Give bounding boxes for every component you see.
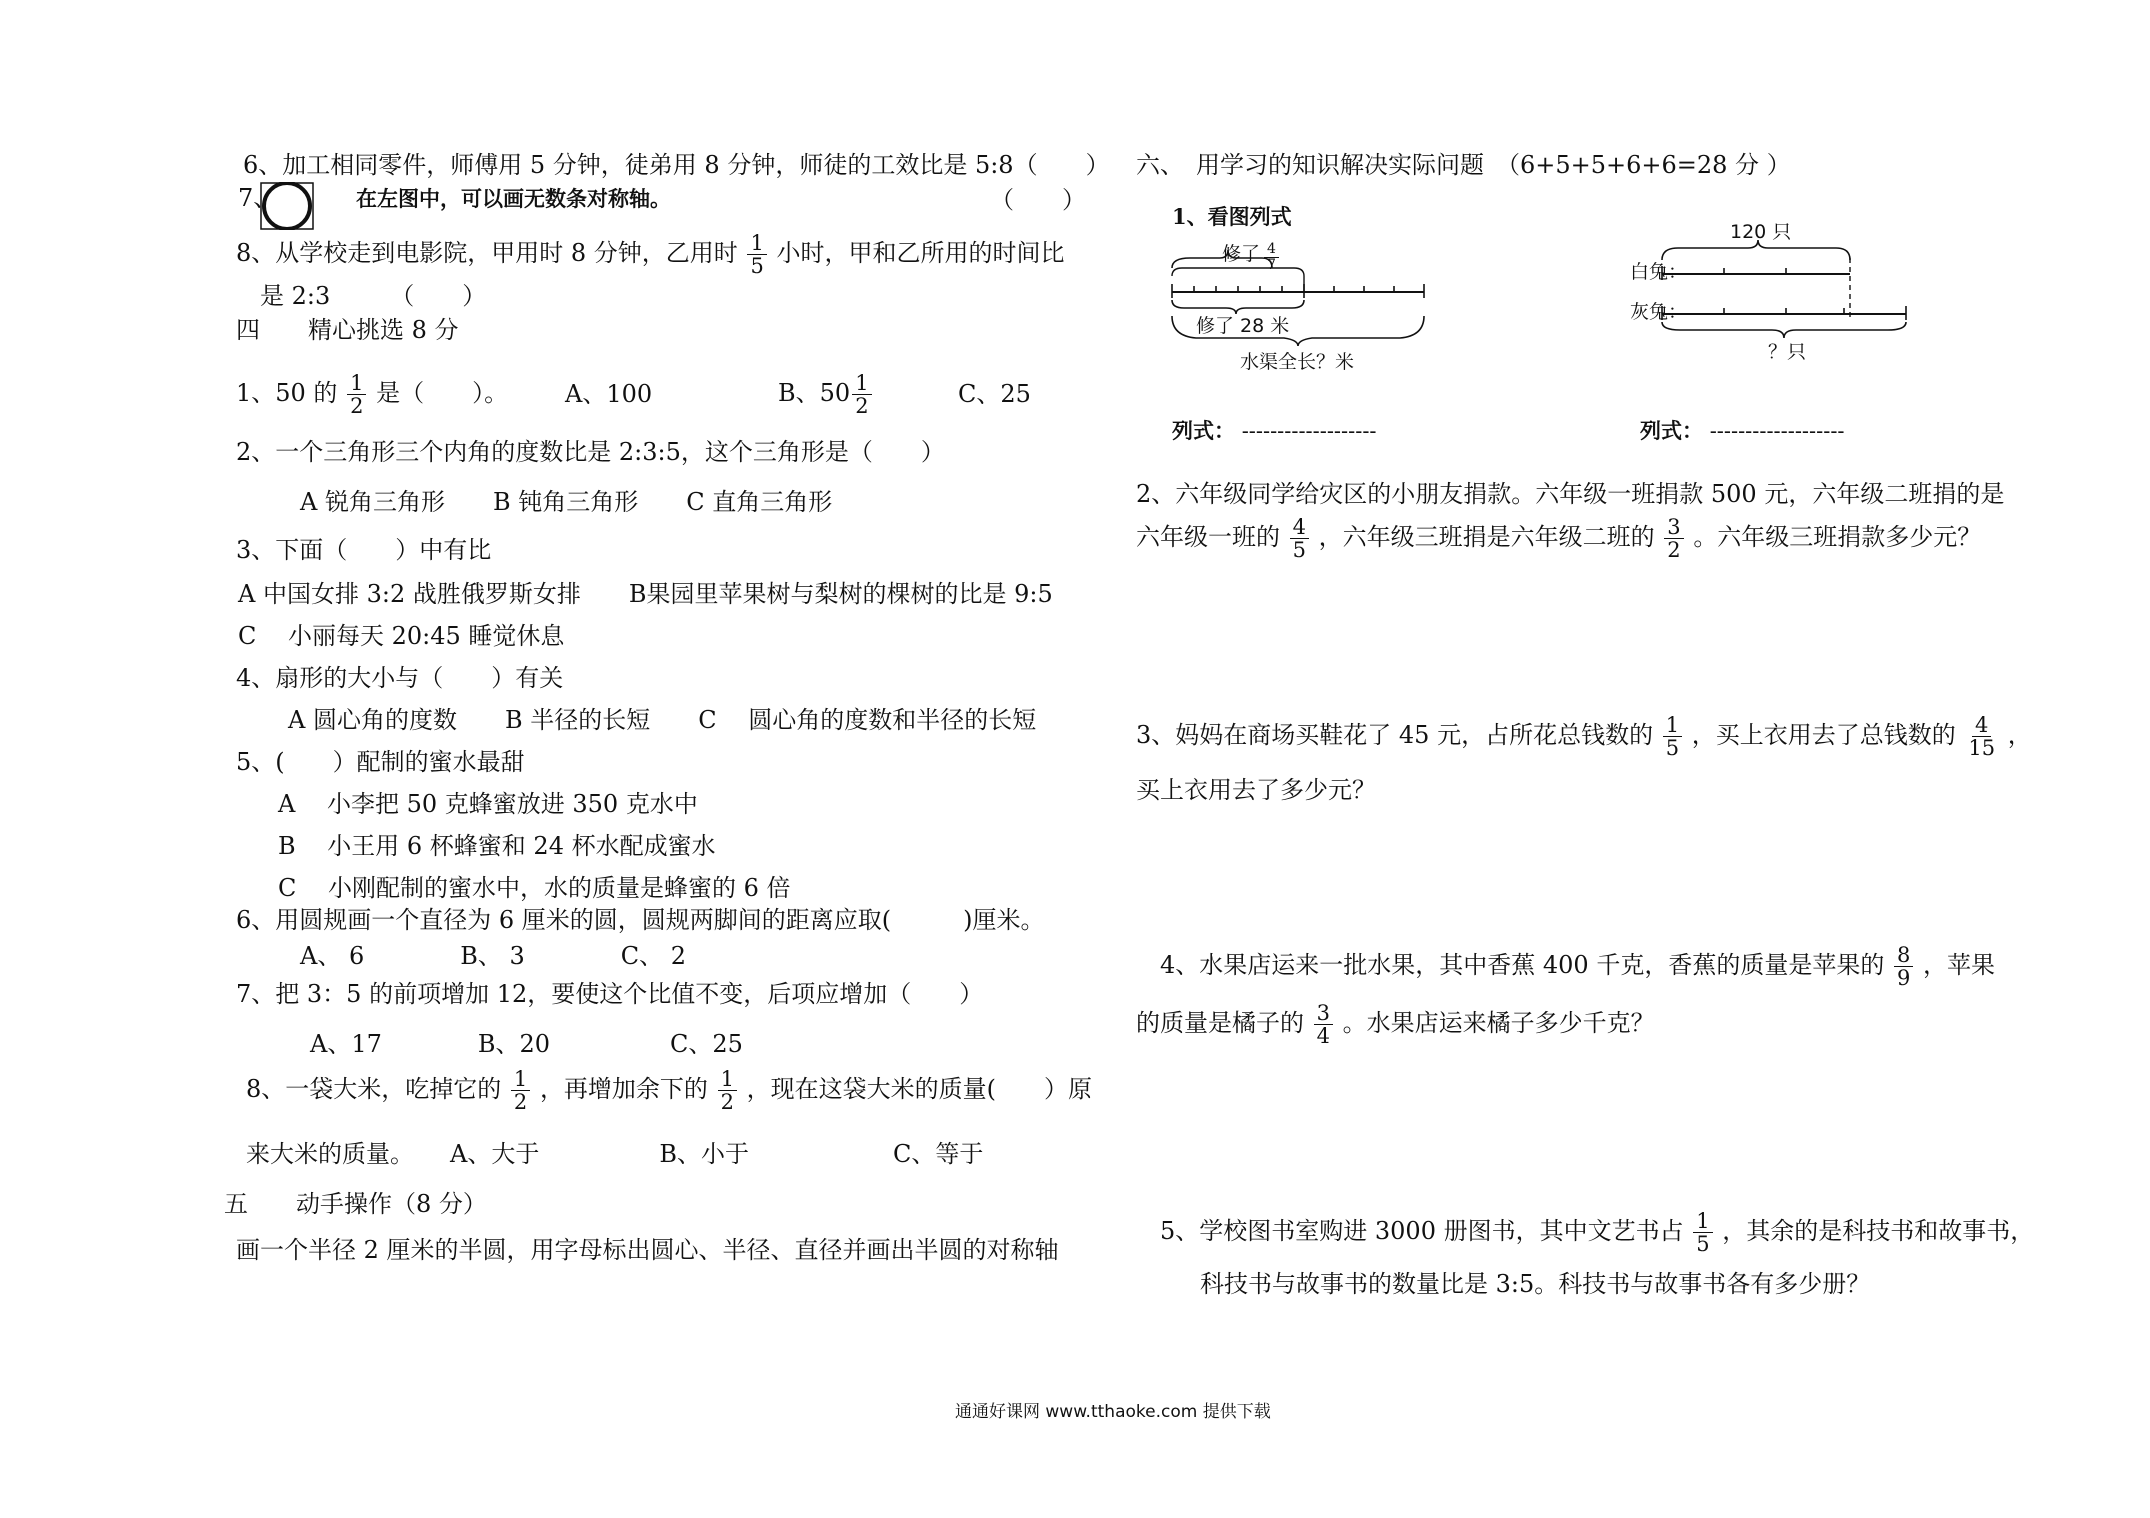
fraction-one-fifth [1693, 1210, 1712, 1255]
circle-figure [260, 182, 314, 230]
p2-text-b: 六年级一班的 [1136, 523, 1280, 552]
frac-den: 9 [1896, 966, 1911, 991]
section-5-title: 五 动手操作（8 分） [224, 1190, 487, 1218]
canal-top-label: 修了 [1222, 243, 1261, 265]
frac-den: 4 [1316, 1024, 1331, 1049]
p5-text-a: 5、学校图书室购进 3000 册图书，其中文艺书占 [1160, 1217, 1684, 1246]
c8-text-c: ，现在这袋大米的质量( ）原 [746, 1075, 1092, 1104]
white-rabbit-label: 白兔： [1630, 261, 1688, 283]
choice-6: 6、用圆规画一个直径为 6 厘米的圆，圆规两脚间的距离应取( )厘米。 [236, 906, 1045, 934]
choice-3: 3、下面（ ）中有比 [236, 536, 492, 564]
q7-number: 7、 [238, 184, 278, 212]
choice-4-options: A 圆心角的度数 B 半径的长短 C 圆心角的度数和半径的长短 [288, 706, 1037, 734]
equation-1 [1172, 420, 1377, 442]
q6-text: 6、加工相同零件，师傅用 5 分钟，徒弟用 8 分钟，师徒的工效比是 5:8（ ） [243, 151, 1110, 179]
q8-line1 [236, 232, 1064, 277]
canal-28m-label: 修了 28 米 [1196, 315, 1290, 337]
choice-4: 4、扇形的大小与（ ）有关 [236, 664, 564, 692]
q8-line2: 是 2:3 （ ） [260, 282, 487, 310]
frac-num: 1 [747, 232, 766, 255]
problem-5-line2: 科技书与故事书的数量比是 3:5。科技书与故事书各有多少册？ [1200, 1270, 1871, 1298]
fraction-three-halves [1664, 516, 1683, 561]
choice-3-options-ab: A 中国女排 3:2 战胜俄罗斯女排 B果园里苹果树与梨树的棵树的比是 9:5 [238, 580, 1053, 608]
fraction-four-fifteenths [1965, 714, 1998, 759]
frac-num: 4 [1972, 714, 1991, 737]
equation-1-label: 列式： [1172, 418, 1235, 443]
choice-5-option-b: B 小王用 6 杯蜂蜜和 24 杯水配成蜜水 [278, 832, 716, 860]
frac-num: 3 [1314, 1002, 1333, 1025]
grey-rabbit-brace [1662, 322, 1906, 338]
c1-option-a: A、100 [565, 380, 653, 408]
frac-num: 1 [347, 372, 366, 395]
problem-2-line1: 2、六年级同学给灾区的小朋友捐款。六年级一班捐款 500 元，六年级二班捐的是 [1136, 480, 2005, 508]
p4-text-c: 的质量是橘子的 [1136, 1009, 1304, 1038]
frac-den: 5 [1665, 736, 1680, 761]
problem-4-line2 [1136, 1002, 1655, 1047]
section-5-question: 画一个半径 2 厘米的半圆，用字母标出圆心、半径、直径并画出半圆的对称轴 [236, 1236, 1059, 1264]
p4-text-a: 4、水果店运来一批水果，其中香蕉 400 千克，香蕉的质量是苹果的 [1160, 951, 1885, 980]
p5-text-b: ，其余的是科技书和故事书， [1722, 1217, 2035, 1246]
frac-den: 2 [720, 1090, 734, 1115]
frac-den: 5 [750, 254, 764, 279]
fraction-one-half [511, 1068, 530, 1113]
frac-den: 5 [1292, 538, 1307, 563]
p4-text-d: 。水果店运来橘子多少千克？ [1342, 1009, 1655, 1038]
q8-text-b: 小时，甲和乙所用的时间比 [776, 239, 1065, 268]
c8-text-b: ，再增加余下的 [539, 1075, 708, 1104]
frac-den: 5 [1696, 1232, 1710, 1257]
c1-text-a: 1、50 的 [236, 379, 338, 408]
fraction-three-quarters [1314, 1002, 1333, 1047]
c1-option-b [778, 372, 874, 417]
frac-num: 3 [1664, 516, 1683, 539]
rabbit-top-brace [1662, 240, 1850, 260]
frac-num: 1 [852, 372, 871, 395]
frac-den: 2 [1667, 538, 1681, 563]
frac-den: 15 [1968, 736, 1996, 761]
frac-num: 1 [1693, 1210, 1712, 1233]
q7-text: 在左图中，可以画无数条对称轴。 [356, 186, 671, 211]
frac-den: 7 [1267, 256, 1276, 273]
frac-num: 1 [511, 1068, 530, 1091]
choice-5: 5、( ）配制的蜜水最甜 [236, 748, 525, 776]
fraction-one-half [852, 372, 871, 417]
canal-total-label: 水渠全长？米 [1240, 351, 1355, 373]
canal-28m-brace [1172, 300, 1304, 314]
frac-num: 4 [1290, 516, 1309, 539]
equation-1-blank: ------------------- [1241, 419, 1377, 443]
choice-8-line1 [246, 1068, 1092, 1113]
problem-3-line2: 买上衣用去了多少元？ [1136, 776, 1376, 804]
q8-text-a: 8、从学校走到电影院，甲用时 8 分钟，乙用时 [236, 239, 738, 268]
frac-num: 1 [1663, 714, 1682, 737]
choice-3-option-c: C 小丽每天 20:45 睡觉休息 [238, 622, 565, 650]
equation-2-blank: ------------------- [1709, 419, 1845, 443]
c1-text-b: 是（ ）。 [376, 379, 509, 408]
canal-diagram [1160, 228, 1460, 378]
problem-4-line1 [1160, 944, 1995, 989]
c1-option-c: C、25 [958, 380, 1031, 408]
canal-fraction-four-sevenths [1262, 242, 1281, 272]
frac-num: 1 [718, 1068, 737, 1091]
choice-5-option-a: A 小李把 50 克蜂蜜放进 350 克水中 [278, 790, 698, 818]
frac-den: 2 [350, 394, 364, 419]
fraction-eight-ninths [1894, 944, 1913, 989]
p3-text-a: 3、妈妈在商场买鞋花了 45 元，占所花总钱数的 [1136, 721, 1654, 750]
problem-2-line2 [1136, 516, 1981, 561]
problem-1-title: 1、看图列式 [1172, 204, 1292, 229]
fraction-one-half [718, 1068, 737, 1113]
choice-1 [236, 372, 508, 417]
equation-2 [1640, 420, 1845, 442]
p3-text-b: ，买上衣用去了总钱数的 [1691, 721, 1956, 750]
frac-num: 4 [1264, 242, 1279, 258]
frac-den: 2 [855, 394, 869, 419]
rabbit-top-label: 120 只 [1730, 221, 1792, 243]
rabbit-diagram [1630, 218, 1920, 368]
choice-7: 7、把 3：5 的前项增加 12，要使这个比值不变，后项应增加（ ） [236, 980, 984, 1008]
problem-5-line1 [1160, 1210, 2034, 1255]
fraction-four-fifths [1290, 516, 1309, 561]
fraction-one-half [347, 372, 366, 417]
frac-den: 2 [513, 1090, 528, 1115]
choice-8-line2: 来大米的质量。 A、大于 B、小于 C、等于 [246, 1140, 984, 1168]
choice-2-options: A 锐角三角形 B 钝角三角形 C 直角三角形 [300, 488, 833, 516]
fraction-one-fifth [1663, 714, 1682, 759]
footer-credit: 通通好课网 www.tthaoke.com 提供下载 [955, 1402, 1271, 1422]
grey-rabbit-label: 灰兔： [1630, 301, 1688, 323]
choice-6-options: A、 6 B、 3 C、 2 [300, 942, 687, 970]
p2-text-c: ，六年级三班捐是六年级二班的 [1318, 523, 1655, 552]
problem-3-line1 [1136, 714, 2032, 759]
section-4-title: 四 精心挑选 8 分 [236, 316, 459, 344]
choice-5-option-c: C 小刚配制的蜜水中，水的质量是蜂蜜的 6 倍 [278, 874, 791, 902]
p4-text-b: ，苹果 [1923, 951, 1995, 980]
choice-7-options: A、17 B、20 C、25 [310, 1030, 743, 1058]
frac-num: 8 [1894, 944, 1913, 967]
c1-option-b-label: B、50 [778, 379, 851, 408]
q7-answer-paren: （ ） [990, 186, 1086, 214]
choice-2: 2、一个三角形三个内角的度数比是 2:3:5，这个三角形是（ ） [236, 438, 945, 466]
fraction-one-fifth [747, 232, 766, 277]
grey-rabbit-bottom-label: ？只 [1768, 341, 1807, 363]
section-6-title: 六、 用学习的知识解决实际问题 （6+5+5+6+6=28 分 ） [1136, 151, 1791, 179]
p2-text-d: 。六年级三班捐款多少元？ [1693, 523, 1982, 552]
p3-text-c: ， [2007, 721, 2032, 750]
c8-text-a: 8、一袋大米，吃掉它的 [246, 1075, 502, 1104]
circle-figure-circle [264, 183, 310, 229]
equation-2-label: 列式： [1640, 418, 1703, 443]
